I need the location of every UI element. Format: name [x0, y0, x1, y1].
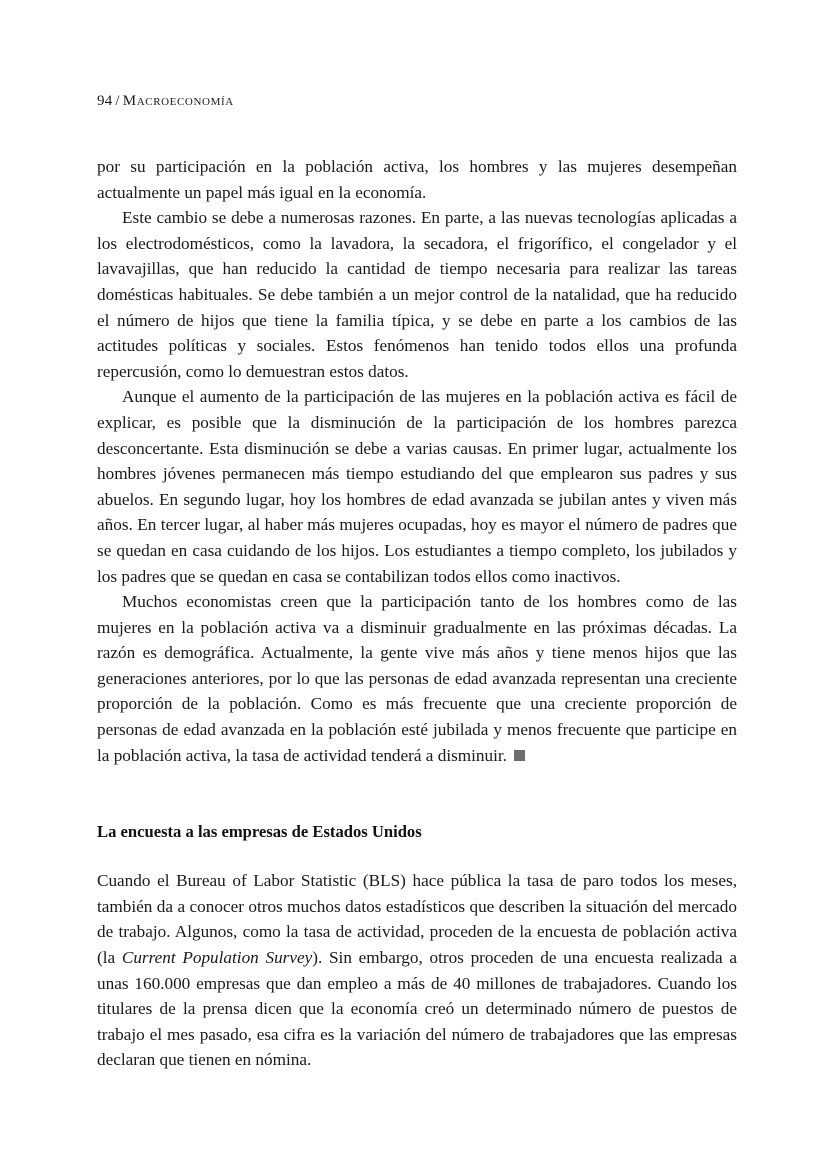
page-content [97, 93, 737, 1073]
section-heading: La encuesta a las empresas de Estados Unidos [97, 822, 422, 842]
running-head [97, 93, 737, 110]
paragraph-male-participation: Aunque el aumento de la participación de las mujeres en la población activa es fácil de explicar, es posible que la disminución de la participación de los hombres parezca desconcertante. Esta disminución se debe a varias causas. En primer lugar, actualmente los hombres jóvenes permanecen más tiempo estudiando del que emplearon sus padres y sus abuelos. En segundo lugar, hoy los hombres de edad avanzada se jubilan antes y viven más años. En tercer lugar, al haber más mujeres ocupadas, hoy es mayor el número de padres que se quedan en casa cuidando de los hijos. Los estudiantes a tiempo completo, los jubilados y los padres que se quedan en casa se contabilizan todos ellos como inactivos. [97, 387, 737, 586]
paragraph-continuation: por su participación en la población activa, los hombres y las mujeres desempeñan actualmente un papel más igual en la economía. [97, 157, 737, 202]
bls-text-after-italic: ). Sin embargo, otros proceden de una encuesta realizada a unas 160.000 empresas que dan empleo a más de 40 millones de trabajadores. Cuando los titulares de la prensa dicen que la economía creó un determinado número de puestos de trabajo el mes pasado, esa cifra es la variación del número de trabajadores que las empresas declaran que tienen en nómina. [97, 948, 737, 1070]
spacer-after-heading [97, 844, 737, 868]
paragraph-demographic-outlook [97, 589, 737, 768]
paragraph-demographic-outlook-text: Muchos economistas creen que la participación tanto de los hombres como de las mujeres en la población activa va a disminuir gradualmente en las próximas décadas. La razón es demográfica. Actualmente, la gente vive más años y tiene menos hijos que las generaciones anteriores, por lo que las personas de edad avanzada representan una creciente proporción de la población. Como es más frecuente que una creciente proporción de personas de edad avanzada en la población esté jubilada y menos frecuente que participe en la población activa, la tasa de actividad tenderá a disminuir. [97, 592, 737, 765]
italic-survey-title: Current Population Survey [121, 948, 313, 968]
paragraph-causes-of-change: Este cambio se debe a numerosas razones. En parte, a las nuevas tecnologías aplicadas a los electrodomésticos, como la lavadora, la secadora, el frigorífico, el congelador y el lavavajillas, que han reducido la cantidad de tiempo necesaria para realizar las tareas domésticas habituales. Se debe también a un mejor control de la natalidad, que ha reducido el número de hijos que tiene la familia típica, y se debe en parte a los cambios de las actitudes políticas y sociales. Estos fenómenos han tenido todos ellos una profunda repercusión, como lo demuestran estos datos. [97, 208, 737, 381]
paragraph-bls-survey [97, 868, 737, 1073]
page-number: 94 [97, 93, 113, 109]
running-head-separator: / [115, 93, 120, 109]
bls-text-before-italic: Cuando el Bureau of Labor Statistic (BLS) hace pública la tasa de paro todos los meses, también da a conocer otros muchos datos estadísticos que describen la situación del mercado de trabajo. Algunos, como la tasa de actividad, proceden de la encuesta de población activa (la [97, 871, 737, 968]
spacer-before-heading [97, 768, 737, 820]
running-head-title: Macroeconomía [122, 93, 234, 109]
end-of-section-square-icon [514, 750, 525, 761]
